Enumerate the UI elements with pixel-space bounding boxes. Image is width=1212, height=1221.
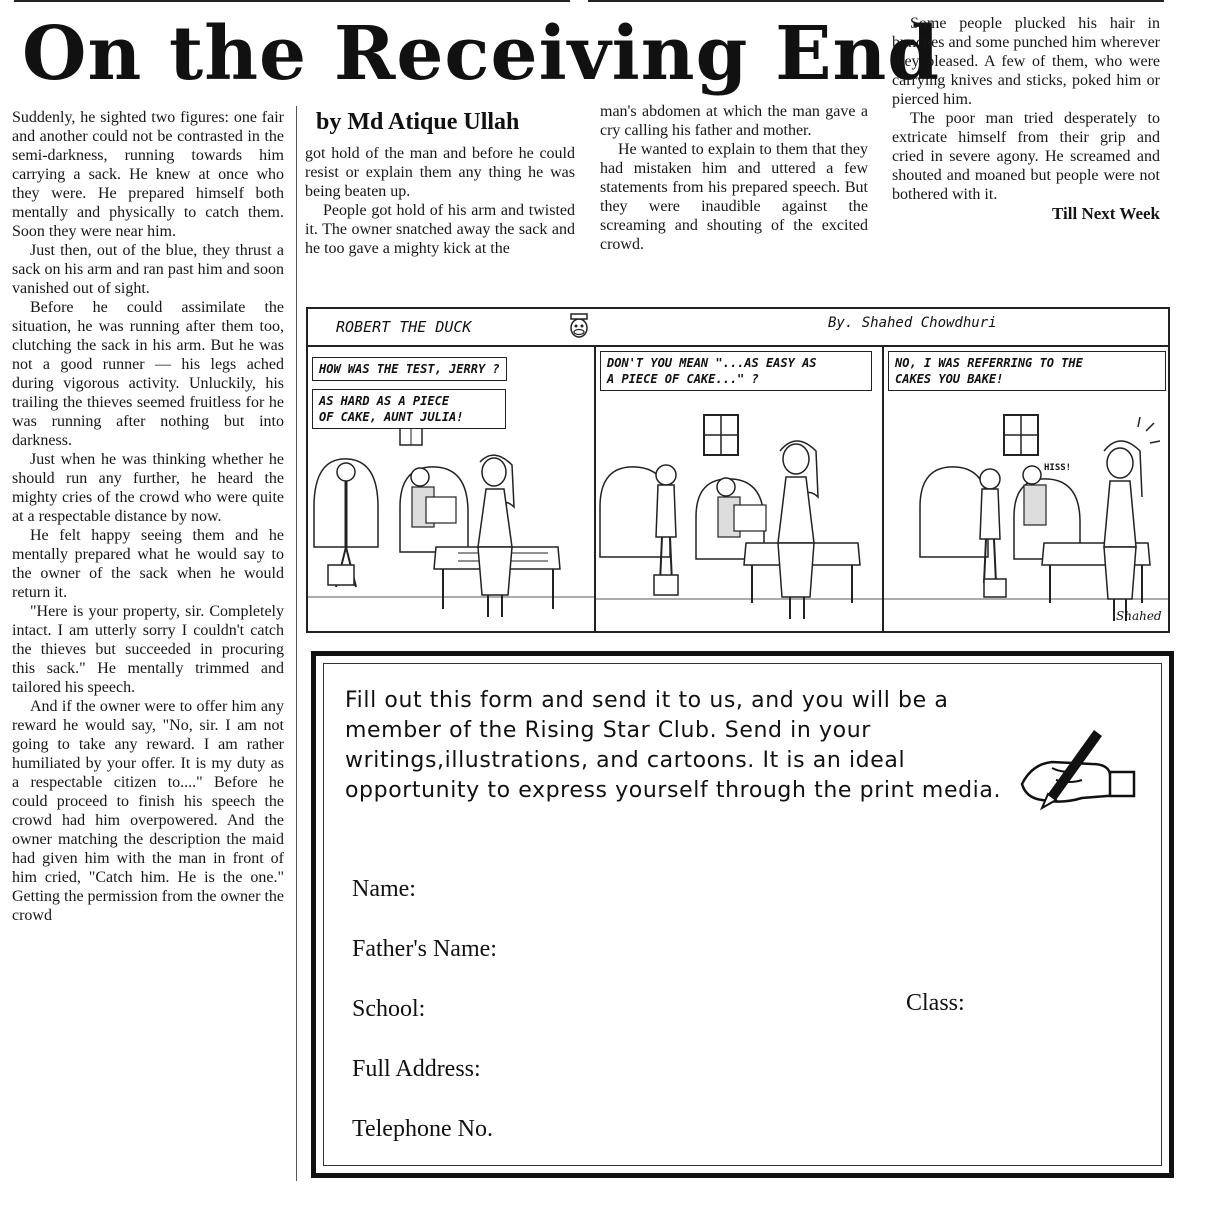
full-address-field-label: Full Address:	[352, 1056, 481, 1082]
paragraph: Just then, out of the blue, they thrust a sack on his arm and ran past him and soon vanished out of sight.	[12, 242, 284, 297]
duck-mascot-icon	[566, 311, 592, 343]
speech-bubble	[888, 351, 1166, 391]
fathers-name-field-label: Father's Name:	[352, 936, 497, 962]
membership-form	[311, 651, 1174, 1178]
article-signoff: Till Next Week	[1052, 204, 1160, 223]
paragraph: He wanted to explain to them that they had mistaken him and uttered a few statements from his prepared speech. But they were inaudible against the screaming and shouting of the excited crowd.	[600, 141, 868, 253]
article-headline: On the Receiving End	[22, 11, 941, 97]
article-byline: by Md Atique Ullah	[316, 109, 520, 135]
bubble-line: NO, I WAS REFERRING TO THE	[895, 356, 1083, 370]
form-inner-border	[323, 663, 1162, 1166]
paragraph: Suddenly, he sighted two figures: one fair and another could not be contrasted in the semi-darkness, running towards him carrying a sack. He knew at once who they were. He prepared himself both mentally and physically to catch them. Soon they were near him.	[12, 109, 284, 240]
paragraph: People got hold of his arm and twisted it. The owner snatched away the sack and he too gave a mighty kick at the	[305, 202, 575, 257]
comic-sound-effect: HISS!	[1044, 463, 1072, 473]
top-rule-right	[588, 0, 1164, 2]
top-rule-left	[14, 0, 570, 2]
school-field-label: School:	[352, 996, 426, 1022]
paragraph: The poor man tried desperately to extricate himself from their grip and cried in severe agony. He screamed and shouted and moaned but people were not bothered with it.	[892, 110, 1160, 203]
paragraph: got hold of the man and before he could resist or explain them any thing he was being beaten up.	[305, 145, 575, 200]
comic-title: ROBERT THE DUCK	[336, 318, 472, 336]
paragraph: He felt happy seeing them and he mentally prepared what he would say to the owner of the sack when he would return it.	[12, 527, 284, 601]
comic-strip	[306, 307, 1170, 633]
paragraph: And if the owner were to offer him any reward he would say, "No, sir. I am not going to take any reward. I am rather humiliated by your offer. It is my duty as a respectable citizen to...." Before he could proceed to finish his speech the crowd had him overpowered. And the owner matching the description the maid had given him with the man in front of him cried, "Catch him. He is the one." Getting the permission from the owner the crowd	[12, 698, 284, 924]
bubble-line: DON'T YOU MEAN "...AS EASY AS	[607, 356, 817, 370]
writing-hand-icon	[1012, 724, 1152, 824]
article-column-4	[892, 14, 1160, 223]
paragraph: Before he could assimilate the situation, he was running after them too, clutching the sack in his arm. But he was not a good runner — his legs ached during vigorous activity. Unluckily, his trailing the thieves seemed fruitless for he was running after nothing but into darkness.	[12, 299, 284, 449]
paragraph: Some people plucked his hair in bunches and some punched him wherever they pleased. A few of them, who were carrying knives and sticks, poked him or pierced him.	[892, 15, 1160, 108]
column-divider	[296, 106, 297, 1181]
comic-panel-3	[884, 347, 1168, 631]
article-column-3	[600, 102, 868, 254]
paragraph: man's abdomen at which the man gave a cry calling his father and mother.	[600, 103, 868, 139]
telephone-field-label: Telephone No.	[352, 1116, 493, 1142]
speech-bubble: HOW WAS THE TEST, JERRY ?	[312, 357, 507, 381]
class-field-label: Class:	[906, 990, 965, 1016]
article-column-1	[12, 108, 284, 925]
article-column-2	[305, 144, 575, 258]
bubble-line: OF CAKE, AUNT JULIA!	[319, 410, 464, 424]
speech-bubble	[600, 351, 872, 391]
comic-panel-1	[308, 347, 596, 631]
bubble-line: CAKES YOU BAKE!	[895, 372, 1004, 386]
name-field-label: Name:	[352, 876, 416, 902]
form-intro-text: Fill out this form and send it to us, and you will be a member of the Rising Star Club. Send in your writings,illustrations, and cartoons. It is an ideal opportunity to express yourself through the print media.	[345, 688, 1002, 803]
paragraph: Just when he was thinking whether he should run any further, he heard the mighty cries of the crowd who were quite at a respectable distance by now.	[12, 451, 284, 525]
bubble-line: AS HARD AS A PIECE	[319, 394, 450, 408]
speech-bubble	[312, 389, 506, 429]
comic-header	[308, 309, 1168, 347]
bubble-line: A PIECE OF CAKE..." ?	[607, 372, 759, 386]
comic-credit: By. Shahed Chowdhuri	[828, 315, 997, 331]
artist-signature: Shahed	[1116, 609, 1162, 623]
paragraph: "Here is your property, sir. Completely intact. I am utterly sorry I couldn't catch the thieves but succeeded in procuring this sack." He mentally trimmed and tailored his speech.	[12, 603, 284, 696]
comic-panel-2	[596, 347, 884, 631]
